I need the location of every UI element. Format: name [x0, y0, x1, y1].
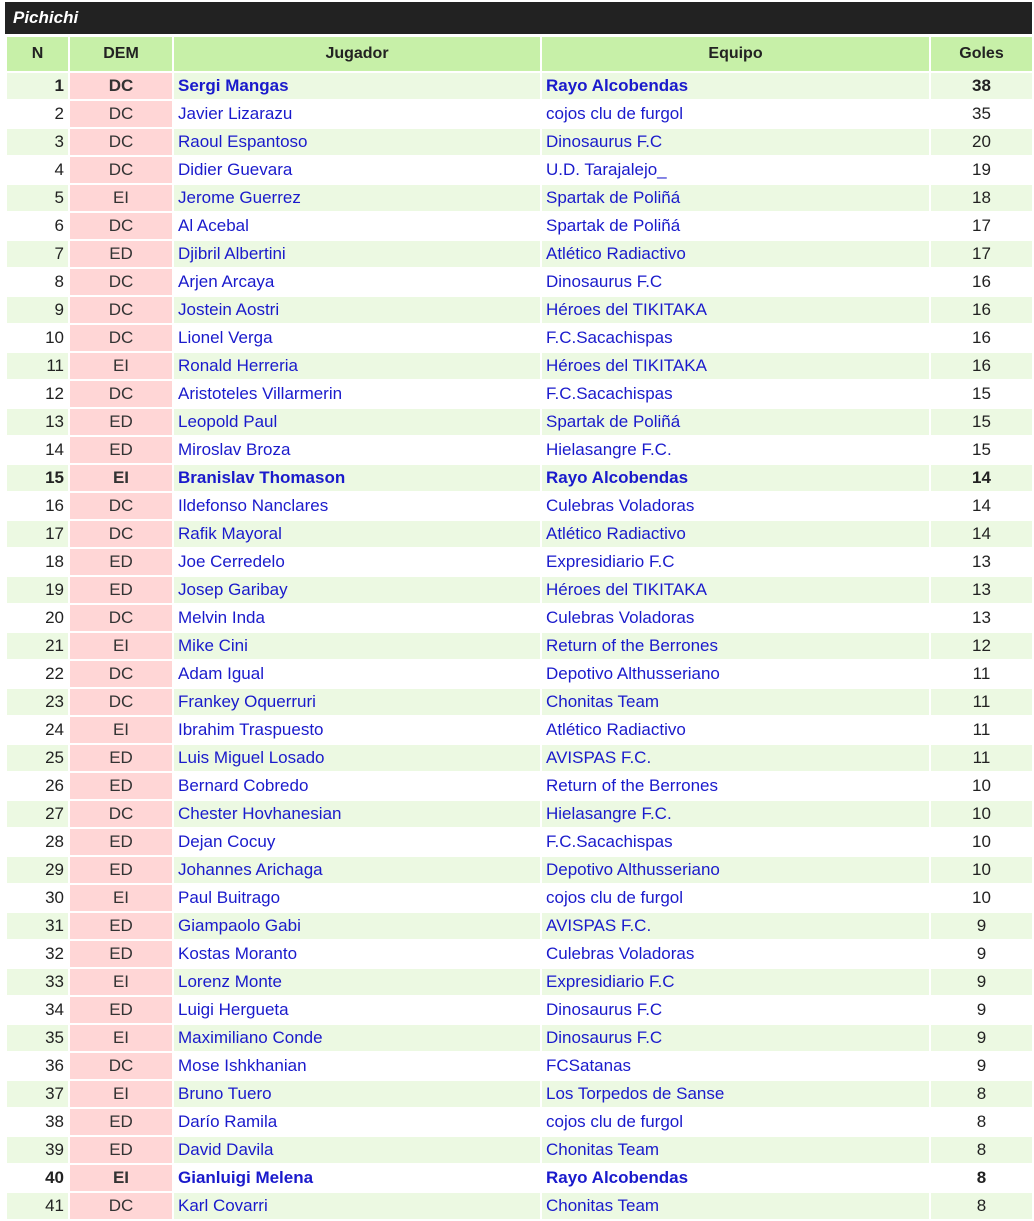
table-row: [7, 1109, 1032, 1135]
player-link[interactable]: Kostas Moranto: [174, 941, 540, 967]
goals-cell: 9: [931, 997, 1032, 1023]
rank-cell: 13: [7, 409, 68, 435]
player-link[interactable]: Ronald Herreria: [174, 353, 540, 379]
rank-cell: 35: [7, 1025, 68, 1051]
player-link[interactable]: Lionel Verga: [174, 325, 540, 351]
rank-cell: 28: [7, 829, 68, 855]
player-link[interactable]: Al Acebal: [174, 213, 540, 239]
player-link[interactable]: Frankey Oquerruri: [174, 689, 540, 715]
table-row: [7, 857, 1032, 883]
table-row: [7, 969, 1032, 995]
goals-cell: 19: [931, 157, 1032, 183]
goals-cell: 10: [931, 829, 1032, 855]
player-link[interactable]: Arjen Arcaya: [174, 269, 540, 295]
position-cell: DC: [70, 1193, 172, 1219]
table-row: [7, 381, 1032, 407]
table-row: [7, 773, 1032, 799]
rank-cell: 10: [7, 325, 68, 351]
team-link[interactable]: Héroes del TIKITAKA: [542, 353, 929, 379]
table-row: [7, 297, 1032, 323]
player-link[interactable]: Luigi Hergueta: [174, 997, 540, 1023]
goals-cell: 15: [931, 381, 1032, 407]
team-link[interactable]: F.C.Sacachispas: [542, 381, 929, 407]
player-link[interactable]: Ibrahim Traspuesto: [174, 717, 540, 743]
table-body: [7, 73, 1032, 1219]
team-link[interactable]: Spartak de Poliñá: [542, 185, 929, 211]
rank-cell: 25: [7, 745, 68, 771]
player-link[interactable]: Jerome Guerrez: [174, 185, 540, 211]
player-link[interactable]: Chester Hovhanesian: [174, 801, 540, 827]
team-link[interactable]: FCSatanas: [542, 1053, 929, 1079]
table-row: [7, 829, 1032, 855]
team-link[interactable]: F.C.Sacachispas: [542, 829, 929, 855]
goals-cell: 11: [931, 689, 1032, 715]
rank-cell: 4: [7, 157, 68, 183]
player-link[interactable]: Bruno Tuero: [174, 1081, 540, 1107]
goals-cell: 10: [931, 885, 1032, 911]
goals-cell: 11: [931, 661, 1032, 687]
team-link[interactable]: Return of the Berrones: [542, 773, 929, 799]
position-cell: DC: [70, 801, 172, 827]
player-link[interactable]: Sergi Mangas: [174, 73, 540, 99]
goals-cell: 13: [931, 549, 1032, 575]
rank-cell: 19: [7, 577, 68, 603]
team-link[interactable]: Rayo Alcobendas: [542, 1165, 929, 1191]
player-link[interactable]: Miroslav Broza: [174, 437, 540, 463]
rank-cell: 7: [7, 241, 68, 267]
player-link[interactable]: Paul Buitrago: [174, 885, 540, 911]
team-link[interactable]: Rayo Alcobendas: [542, 465, 929, 491]
team-link[interactable]: AVISPAS F.C.: [542, 745, 929, 771]
team-link[interactable]: Héroes del TIKITAKA: [542, 577, 929, 603]
rank-cell: 38: [7, 1109, 68, 1135]
table-row: [7, 689, 1032, 715]
table-row: [7, 997, 1032, 1023]
position-cell: DC: [70, 73, 172, 99]
goals-cell: 9: [931, 1053, 1032, 1079]
rank-cell: 8: [7, 269, 68, 295]
position-cell: DC: [70, 157, 172, 183]
position-cell: DC: [70, 381, 172, 407]
position-cell: DC: [70, 269, 172, 295]
rank-cell: 12: [7, 381, 68, 407]
position-cell: ED: [70, 829, 172, 855]
goals-cell: 9: [931, 969, 1032, 995]
position-cell: ED: [70, 913, 172, 939]
table-row: [7, 325, 1032, 351]
col-header-n[interactable]: N: [7, 37, 68, 71]
position-cell: DC: [70, 689, 172, 715]
position-cell: ED: [70, 549, 172, 575]
position-cell: EI: [70, 717, 172, 743]
team-link[interactable]: Dinosaurus F.C: [542, 129, 929, 155]
rank-cell: 40: [7, 1165, 68, 1191]
player-link[interactable]: Johannes Arichaga: [174, 857, 540, 883]
goals-cell: 8: [931, 1137, 1032, 1163]
team-link[interactable]: U.D. Tarajalejo_: [542, 157, 929, 183]
player-link[interactable]: Josep Garibay: [174, 577, 540, 603]
position-cell: ED: [70, 241, 172, 267]
team-link[interactable]: Expresidiario F.C: [542, 549, 929, 575]
scorers-table: [5, 35, 1034, 1221]
player-link[interactable]: Didier Guevara: [174, 157, 540, 183]
position-cell: ED: [70, 745, 172, 771]
table-row: [7, 661, 1032, 687]
goals-cell: 9: [931, 1025, 1032, 1051]
rank-cell: 23: [7, 689, 68, 715]
table-row: [7, 577, 1032, 603]
team-link[interactable]: Hielasangre F.C.: [542, 437, 929, 463]
rank-cell: 1: [7, 73, 68, 99]
team-link[interactable]: Chonitas Team: [542, 689, 929, 715]
table-row: [7, 213, 1032, 239]
rank-cell: 39: [7, 1137, 68, 1163]
team-link[interactable]: Dinosaurus F.C: [542, 997, 929, 1023]
table-row: [7, 493, 1032, 519]
rank-cell: 24: [7, 717, 68, 743]
player-link[interactable]: David Davila: [174, 1137, 540, 1163]
goals-cell: 11: [931, 717, 1032, 743]
goals-cell: 17: [931, 241, 1032, 267]
table-row: [7, 941, 1032, 967]
team-link[interactable]: Chonitas Team: [542, 1193, 929, 1219]
position-cell: ED: [70, 437, 172, 463]
player-link[interactable]: Dejan Cocuy: [174, 829, 540, 855]
team-link[interactable]: Atlético Radiactivo: [542, 521, 929, 547]
table-row: [7, 185, 1032, 211]
rank-cell: 34: [7, 997, 68, 1023]
team-link[interactable]: Rayo Alcobendas: [542, 73, 929, 99]
goals-cell: 8: [931, 1109, 1032, 1135]
player-link[interactable]: Branislav Thomason: [174, 465, 540, 491]
goals-cell: 14: [931, 521, 1032, 547]
team-link[interactable]: Culebras Voladoras: [542, 941, 929, 967]
position-cell: DC: [70, 661, 172, 687]
table-row: [7, 633, 1032, 659]
position-cell: DC: [70, 1053, 172, 1079]
position-cell: ED: [70, 1109, 172, 1135]
rank-cell: 20: [7, 605, 68, 631]
player-link[interactable]: Karl Covarri: [174, 1193, 540, 1219]
position-cell: ED: [70, 997, 172, 1023]
player-link[interactable]: Darío Ramila: [174, 1109, 540, 1135]
player-link[interactable]: Lorenz Monte: [174, 969, 540, 995]
position-cell: ED: [70, 857, 172, 883]
team-link[interactable]: Los Torpedos de Sanse: [542, 1081, 929, 1107]
rank-cell: 17: [7, 521, 68, 547]
rank-cell: 3: [7, 129, 68, 155]
goals-cell: 10: [931, 801, 1032, 827]
table-row: [7, 129, 1032, 155]
col-header-dem[interactable]: DEM: [70, 37, 172, 71]
player-link[interactable]: Djibril Albertini: [174, 241, 540, 267]
rank-cell: 41: [7, 1193, 68, 1219]
goals-cell: 14: [931, 493, 1032, 519]
player-link[interactable]: Melvin Inda: [174, 605, 540, 631]
table-row: [7, 745, 1032, 771]
player-link[interactable]: Bernard Cobredo: [174, 773, 540, 799]
position-cell: ED: [70, 577, 172, 603]
player-link[interactable]: Jostein Aostri: [174, 297, 540, 323]
position-cell: EI: [70, 1025, 172, 1051]
table-row: [7, 913, 1032, 939]
team-link[interactable]: Spartak de Poliñá: [542, 213, 929, 239]
goals-cell: 14: [931, 465, 1032, 491]
goals-cell: 20: [931, 129, 1032, 155]
position-cell: EI: [70, 1165, 172, 1191]
player-link[interactable]: Gianluigi Melena: [174, 1165, 540, 1191]
goals-cell: 16: [931, 269, 1032, 295]
goals-cell: 16: [931, 297, 1032, 323]
col-header-goals[interactable]: Goles: [931, 37, 1032, 71]
table-row: [7, 73, 1032, 99]
position-cell: DC: [70, 101, 172, 127]
rank-cell: 16: [7, 493, 68, 519]
position-cell: DC: [70, 521, 172, 547]
goals-cell: 15: [931, 409, 1032, 435]
team-link[interactable]: Depotivo Althusseriano: [542, 857, 929, 883]
position-cell: EI: [70, 885, 172, 911]
position-cell: EI: [70, 1081, 172, 1107]
player-link[interactable]: Rafik Mayoral: [174, 521, 540, 547]
table-row: [7, 409, 1032, 435]
table-row: [7, 1193, 1032, 1219]
table-row: [7, 1165, 1032, 1191]
position-cell: ED: [70, 409, 172, 435]
team-link[interactable]: Depotivo Althusseriano: [542, 661, 929, 687]
goals-cell: 8: [931, 1081, 1032, 1107]
table-row: [7, 1081, 1032, 1107]
goals-cell: 35: [931, 101, 1032, 127]
goals-cell: 17: [931, 213, 1032, 239]
position-cell: DC: [70, 325, 172, 351]
player-link[interactable]: Raoul Espantoso: [174, 129, 540, 155]
table-row: [7, 605, 1032, 631]
rank-cell: 11: [7, 353, 68, 379]
goals-cell: 18: [931, 185, 1032, 211]
rank-cell: 5: [7, 185, 68, 211]
team-link[interactable]: cojos clu de furgol: [542, 101, 929, 127]
team-link[interactable]: Atlético Radiactivo: [542, 717, 929, 743]
table-row: [7, 269, 1032, 295]
player-link[interactable]: Leopold Paul: [174, 409, 540, 435]
table-row: [7, 521, 1032, 547]
rank-cell: 36: [7, 1053, 68, 1079]
goals-cell: 16: [931, 325, 1032, 351]
goals-cell: 9: [931, 913, 1032, 939]
team-link[interactable]: Culebras Voladoras: [542, 493, 929, 519]
team-link[interactable]: Atlético Radiactivo: [542, 241, 929, 267]
team-link[interactable]: Spartak de Poliñá: [542, 409, 929, 435]
position-cell: ED: [70, 773, 172, 799]
position-cell: DC: [70, 493, 172, 519]
col-header-player[interactable]: Jugador: [174, 37, 540, 71]
player-link[interactable]: Adam Igual: [174, 661, 540, 687]
goals-cell: 10: [931, 857, 1032, 883]
rank-cell: 32: [7, 941, 68, 967]
team-link[interactable]: cojos clu de furgol: [542, 1109, 929, 1135]
goals-cell: 8: [931, 1193, 1032, 1219]
table-row: [7, 157, 1032, 183]
position-cell: EI: [70, 969, 172, 995]
team-link[interactable]: F.C.Sacachispas: [542, 325, 929, 351]
player-link[interactable]: Giampaolo Gabi: [174, 913, 540, 939]
rank-cell: 6: [7, 213, 68, 239]
goals-cell: 9: [931, 941, 1032, 967]
table-row: [7, 353, 1032, 379]
position-cell: ED: [70, 941, 172, 967]
rank-cell: 15: [7, 465, 68, 491]
goals-cell: 8: [931, 1165, 1032, 1191]
table-row: [7, 717, 1032, 743]
rank-cell: 22: [7, 661, 68, 687]
position-cell: DC: [70, 213, 172, 239]
goals-cell: 38: [931, 73, 1032, 99]
table-row: [7, 801, 1032, 827]
table-header-row: [7, 37, 1032, 71]
player-link[interactable]: Maximiliano Conde: [174, 1025, 540, 1051]
table-row: [7, 437, 1032, 463]
team-link[interactable]: Dinosaurus F.C: [542, 1025, 929, 1051]
rank-cell: 26: [7, 773, 68, 799]
position-cell: DC: [70, 297, 172, 323]
table-row: [7, 1137, 1032, 1163]
goals-cell: 12: [931, 633, 1032, 659]
rank-cell: 9: [7, 297, 68, 323]
team-link[interactable]: Expresidiario F.C: [542, 969, 929, 995]
table-row: [7, 241, 1032, 267]
team-link[interactable]: Return of the Berrones: [542, 633, 929, 659]
table-row: [7, 885, 1032, 911]
panel-title: Pichichi: [13, 8, 79, 27]
team-link[interactable]: Chonitas Team: [542, 1137, 929, 1163]
rank-cell: 27: [7, 801, 68, 827]
table-row: [7, 465, 1032, 491]
player-link[interactable]: Mose Ishkhanian: [174, 1053, 540, 1079]
rank-cell: 31: [7, 913, 68, 939]
player-link[interactable]: Ildefonso Nanclares: [174, 493, 540, 519]
col-header-team[interactable]: Equipo: [542, 37, 929, 71]
position-cell: EI: [70, 633, 172, 659]
goals-cell: 13: [931, 577, 1032, 603]
player-link[interactable]: Mike Cini: [174, 633, 540, 659]
goals-cell: 13: [931, 605, 1032, 631]
player-link[interactable]: Javier Lizarazu: [174, 101, 540, 127]
player-link[interactable]: Aristoteles Villarmerin: [174, 381, 540, 407]
rank-cell: 29: [7, 857, 68, 883]
team-link[interactable]: cojos clu de furgol: [542, 885, 929, 911]
rank-cell: 33: [7, 969, 68, 995]
rank-cell: 21: [7, 633, 68, 659]
position-cell: EI: [70, 353, 172, 379]
position-cell: EI: [70, 185, 172, 211]
position-cell: DC: [70, 605, 172, 631]
rank-cell: 30: [7, 885, 68, 911]
title-bar: [5, 2, 1032, 34]
goals-cell: 15: [931, 437, 1032, 463]
team-link[interactable]: Hielasangre F.C.: [542, 801, 929, 827]
team-link[interactable]: Dinosaurus F.C: [542, 269, 929, 295]
player-link[interactable]: Luis Miguel Losado: [174, 745, 540, 771]
goals-cell: 16: [931, 353, 1032, 379]
position-cell: EI: [70, 465, 172, 491]
team-link[interactable]: Culebras Voladoras: [542, 605, 929, 631]
table-row: [7, 1053, 1032, 1079]
position-cell: DC: [70, 129, 172, 155]
team-link[interactable]: Héroes del TIKITAKA: [542, 297, 929, 323]
team-link[interactable]: AVISPAS F.C.: [542, 913, 929, 939]
position-cell: ED: [70, 1137, 172, 1163]
table-row: [7, 1025, 1032, 1051]
table-row: [7, 549, 1032, 575]
table-row: [7, 101, 1032, 127]
goals-cell: 10: [931, 773, 1032, 799]
rank-cell: 18: [7, 549, 68, 575]
rank-cell: 14: [7, 437, 68, 463]
rank-cell: 2: [7, 101, 68, 127]
rank-cell: 37: [7, 1081, 68, 1107]
player-link[interactable]: Joe Cerredelo: [174, 549, 540, 575]
goals-cell: 11: [931, 745, 1032, 771]
